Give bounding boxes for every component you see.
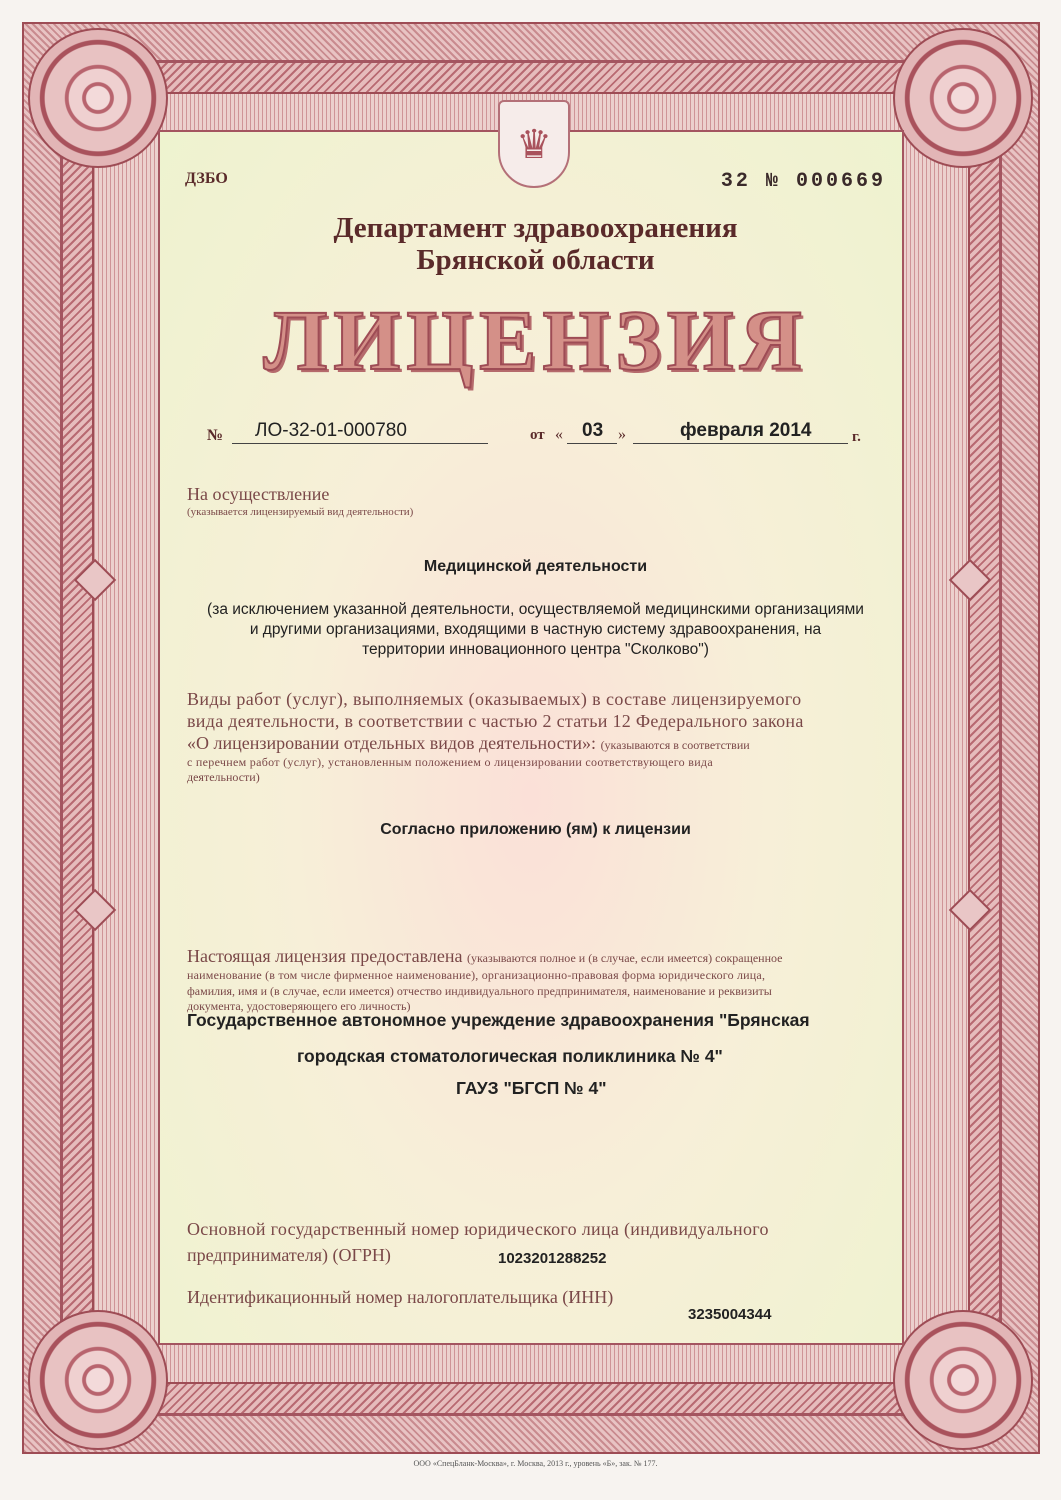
license-month-year: февраля 2014 — [680, 420, 812, 441]
corner-rosette — [893, 28, 1033, 168]
holder-hint: наименование (в том числе фирменное наименование), организационно-правовая форма юридического лица, — [187, 968, 766, 982]
blank-serial: 000669 — [795, 170, 886, 193]
works-hint: деятельности) — [187, 770, 260, 784]
holder-label-main: Настоящая лицензия предоставлена — [187, 946, 463, 966]
inn-value: 3235004344 — [688, 1306, 772, 1323]
works-label — [187, 733, 750, 754]
activity-note: территории инновационного центра "Сколково") — [362, 641, 709, 658]
holder-hint: документа, удостоверяющего его личность) — [187, 999, 411, 1013]
works-label-main: «О лицензировании отдельных видов деятельности»: — [187, 733, 597, 753]
printer-footer: ООО «СпецБланк-Москва», г. Москва, 2013 г., уровень «Б», зак. № 177. — [413, 1459, 658, 1468]
from-label: от — [530, 427, 545, 443]
holder-name: городская стоматологическая поликлиника № 4" — [297, 1046, 723, 1066]
license-number: ЛО-32-01-000780 — [255, 420, 407, 441]
inn-label: Идентификационный номер налогоплательщика (ИНН) — [187, 1287, 614, 1307]
works-value: Согласно приложению (ям) к лицензии — [380, 821, 691, 838]
corner-rosette — [28, 28, 168, 168]
blank-number — [721, 170, 886, 193]
agency-code: ДЗБО — [185, 170, 228, 187]
license-day: 03 — [582, 420, 604, 441]
ogrn-value: 1023201288252 — [498, 1250, 607, 1267]
department-name-line1: Департамент здравоохранения — [333, 212, 738, 244]
holder-name: Государственное автономное учреждение здравоохранения "Брянская — [187, 1010, 810, 1030]
activity-note: (за исключением указанной деятельности, осуществляемой медицинскими организациями — [207, 601, 864, 618]
ogrn-label: Основной государственный номер юридического лица (индивидуального — [187, 1219, 769, 1239]
series: 32 — [720, 170, 751, 193]
document-title: ЛИЦЕНЗИЯ — [263, 292, 808, 388]
activity-hint: (указывается лицензируемый вид деятельности) — [187, 506, 414, 518]
department-name-line2: Брянской области — [416, 244, 655, 276]
activity-note: и другими организациями, входящими в частную систему здравоохранения, на — [249, 621, 822, 638]
holder-hint: фамилия, имя и (в случае, если имеется) отчество индивидуального предпринимателя, наименование и реквизиты — [187, 984, 772, 998]
coat-of-arms-emblem: ♛ — [498, 100, 570, 188]
works-hint: с перечнем работ (услуг), установленным положением о лицензировании соответствующего вида — [187, 755, 713, 769]
ogrn-label: предпринимателя) (ОГРН) — [187, 1245, 391, 1265]
corner-rosette — [893, 1310, 1033, 1450]
number-label: № — [207, 427, 224, 444]
quote-open: « — [555, 426, 563, 443]
holder-short-name: ГАУЗ "БГСП № 4" — [456, 1078, 607, 1098]
quote-close: » — [618, 426, 626, 443]
number-sign: № — [765, 170, 781, 193]
works-hint: (указываются в соответствии — [600, 738, 750, 752]
activity-value: Медицинской деятельности — [423, 558, 648, 575]
activity-label: На осуществление — [187, 484, 330, 504]
works-label: вида деятельности, в соответствии с частью 2 статьи 12 Федерального закона — [187, 711, 804, 731]
corner-rosette — [28, 1310, 168, 1450]
holder-hint: (указываются полное и (в случае, если имеется) сокращенное — [466, 951, 783, 965]
year-suffix: г. — [852, 429, 861, 445]
holder-label — [187, 946, 783, 967]
works-label: Виды работ (услуг), выполняемых (оказываемых) в составе лицензируемого — [187, 689, 802, 709]
